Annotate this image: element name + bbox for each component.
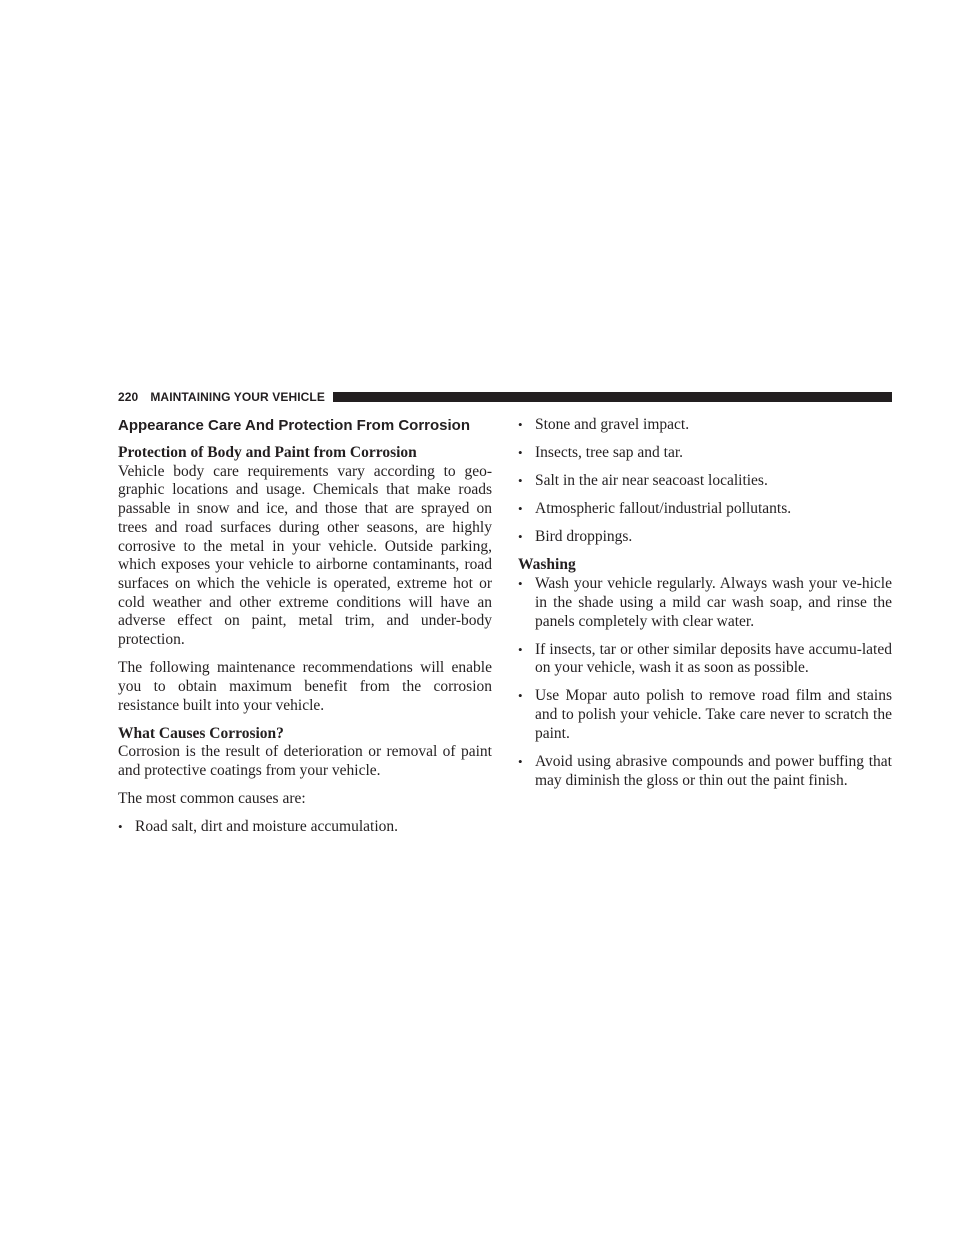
list-item — [518, 575, 892, 631]
page-header — [118, 389, 892, 405]
list-item — [518, 416, 892, 435]
list-item-text: If insects, tar or other similar deposits have accumu-lated on your vehicle, wash it as soon as possible. — [535, 640, 892, 677]
list-item-text: Avoid using abrasive compounds and power buffing that may diminish the gloss or thin out the paint finish. — [535, 752, 892, 789]
bullet-icon — [518, 500, 535, 519]
list-item — [118, 818, 492, 837]
bullet-icon — [518, 641, 535, 660]
list-item — [518, 641, 892, 678]
subheading-washing: Washing — [518, 556, 576, 574]
bullet-icon — [518, 575, 535, 594]
paragraph-corrosion-definition: Corrosion is the result of deterioration or removal of paint and protective coatings from your vehicle. — [118, 743, 492, 780]
bullet-icon — [518, 416, 535, 435]
bullet-icon — [518, 472, 535, 491]
list-item — [518, 687, 892, 743]
list-item-text: Atmospheric fallout/industrial pollutants. — [535, 500, 792, 518]
list-item — [518, 753, 892, 790]
washing-list — [518, 575, 892, 790]
list-item — [518, 528, 892, 547]
paragraph-body-care: Vehicle body care requirements vary according to geo-graphic locations and usage. Chemicals that make roads passable in snow and ice, and those that are sprayed on trees and road surfaces during other seasons, are highly corrosive to the metal in your vehicle. Outside parking, which exposes your vehicle to airborne contaminants, road surfaces on which the vehicle is operated, extreme hot or cold weather and other extreme conditions will have an adverse effect on paint, metal trim, and under-body protection. — [118, 462, 492, 649]
list-item-text: Salt in the air near seacoast localities. — [535, 472, 768, 490]
header-rule — [333, 392, 892, 402]
paragraph-common-causes: The most common causes are: — [118, 790, 306, 808]
section-title: Appearance Care And Protection From Corrosion — [118, 417, 471, 434]
subheading-what-causes: What Causes Corrosion? — [118, 724, 284, 742]
list-item-text: Bird droppings. — [535, 528, 633, 546]
subheading-protection: Protection of Body and Paint from Corrosion — [118, 444, 417, 461]
page-number: 220 — [118, 390, 139, 404]
list-item-text: Wash your vehicle regularly. Always wash your ve-hicle in the shade using a mild car wash soap, and rinse the panels completely with clear water. — [535, 575, 892, 630]
list-item-text: Insects, tree sap and tar. — [535, 444, 684, 462]
bullet-icon — [518, 444, 535, 463]
running-header-title: MAINTAINING YOUR VEHICLE — [150, 390, 325, 404]
list-item — [518, 444, 892, 463]
causes-list-right — [518, 416, 892, 547]
list-item — [518, 472, 892, 491]
right-column — [518, 416, 892, 800]
bullet-icon — [118, 818, 135, 837]
list-item-text: Stone and gravel impact. — [535, 416, 690, 433]
causes-list-left — [118, 818, 492, 837]
list-item — [518, 500, 892, 519]
paragraph-recommendations: The following maintenance recommendations will enable you to obtain maximum benefit from the corrosion resistance built into your vehicle. — [118, 659, 492, 714]
bullet-icon — [518, 687, 535, 706]
list-item-text: Road salt, dirt and moisture accumulation. — [135, 818, 399, 836]
bullet-icon — [518, 528, 535, 547]
list-item-text: Use Mopar auto polish to remove road film and stains and to polish your vehicle. Take care never to scratch the paint. — [535, 687, 892, 742]
bullet-icon — [518, 753, 535, 772]
left-column — [118, 416, 492, 846]
